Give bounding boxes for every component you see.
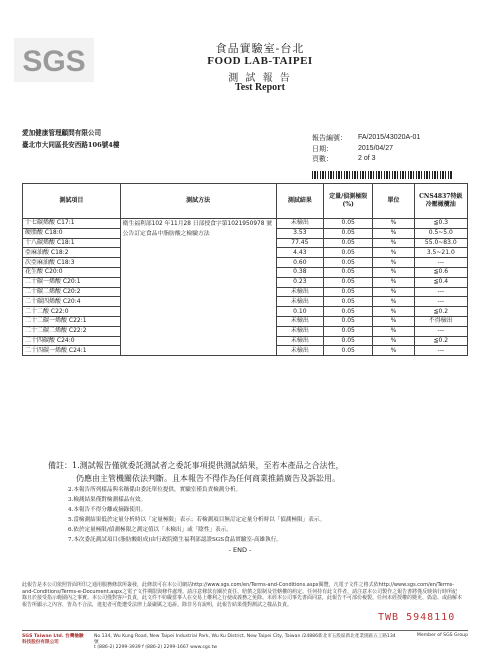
cell-unit: %: [373, 258, 414, 268]
header-result: 測試結果: [276, 184, 323, 219]
cell-result: 未檢出: [276, 346, 323, 356]
cell-test-item: 二十碳四烯酸 C20:4: [23, 297, 121, 307]
cell-result: 3.53: [276, 228, 323, 238]
cell-unit: %: [373, 228, 414, 238]
cell-limit: 0.05: [324, 267, 373, 277]
cell-unit: %: [373, 346, 414, 356]
note-item: 3.檢測結果僅對檢測樣品有效。: [68, 497, 147, 503]
cell-unit: %: [373, 326, 414, 336]
header-unit: 單位: [373, 184, 414, 219]
cell-limit: 0.05: [324, 336, 373, 346]
cell-spec: 0.5~5.0: [414, 228, 467, 238]
header-test-item: 測試項目: [23, 184, 121, 219]
cell-unit: %: [373, 287, 414, 297]
cell-spec: 3.5~21.0: [414, 248, 467, 258]
cell-spec: 不得檢出: [414, 316, 467, 326]
client-address: 臺北市大同區長安西路106號4樓: [22, 141, 120, 149]
meta-label: 日期：: [312, 144, 333, 153]
cell-unit: %: [373, 307, 414, 317]
cell-test-item: 十七碳烯酸 C17:1: [23, 219, 121, 229]
cell-limit: 0.05: [324, 326, 373, 336]
meta-pages: [312, 154, 420, 165]
meta-date: [312, 144, 420, 155]
cell-limit: 0.05: [324, 258, 373, 268]
cell-result: 未檢出: [276, 287, 323, 297]
cell-limit: 0.05: [324, 287, 373, 297]
cell-spec: ≦0.6: [414, 267, 467, 277]
cell-spec: ---: [414, 258, 467, 268]
cell-result: 0.23: [276, 277, 323, 287]
cell-result: 0.38: [276, 267, 323, 277]
lab-title-zh: 食品實驗室-台北: [215, 42, 305, 55]
cell-unit: %: [373, 267, 414, 277]
cell-limit: 0.05: [324, 346, 373, 356]
note-main-2: 仍應由主管機關依法判斷。且本報告不得作為任何商業推銷廣告及訴訟用。: [76, 474, 340, 483]
footer-member: Member of SGS Group: [416, 633, 468, 638]
cell-result: 4.43: [276, 248, 323, 258]
meta-value: FA/2015/43020A-01: [358, 134, 421, 141]
svg-text:SGS: SGS: [22, 45, 86, 78]
footer-phone: t (886-2) 2299-3939 f (886-2) 2299-1667 www.sgs.tw: [94, 645, 218, 650]
cell-test-item: 亞麻油酸 C18:2: [23, 248, 121, 258]
meta-label: 頁數：: [312, 155, 333, 163]
footer-address: No.134, Wu Kung Road, New Taipei Industrial Park, Wu Ku District, New Taipei City, Taiwan /24886新北市五股區新北產業園區五工路134號: [94, 634, 396, 645]
note-item: 2.本報告所列樣品與名稱係由委託單位提供，實驗室僅負責檢測分析。: [68, 487, 242, 493]
meta-label: 報告編號：: [312, 134, 347, 142]
cell-spec: ---: [414, 297, 467, 307]
cell-limit: 0.05: [324, 248, 373, 258]
cell-limit: 0.05: [324, 316, 373, 326]
cell-test-item: 二十碳二烯酸 C20:2: [23, 287, 121, 297]
header-test-method: 測試方法: [120, 184, 276, 219]
end-marker: - END -: [228, 546, 252, 554]
meta-value: 2 of 3: [358, 155, 376, 162]
cell-unit: %: [373, 277, 414, 287]
header-limit: 定量/偵測極限(%): [324, 184, 373, 219]
cell-result: 未檢出: [276, 219, 323, 229]
notes: [48, 459, 468, 545]
cell-limit: 0.05: [324, 277, 373, 287]
cell-test-item: 硬脂酸 C18:0: [23, 228, 121, 238]
barcode: [312, 171, 452, 179]
cell-spec: ≦0.2: [414, 336, 467, 346]
footer-company: SGS Taiwan Ltd. 台灣檢驗科技股份有限公司: [22, 634, 84, 645]
cell-test-item: 十八碳烯酸 C18:1: [23, 238, 121, 248]
cell-test-item: 二十碳一烯酸 C20:1: [23, 277, 121, 287]
cell-unit: %: [373, 297, 414, 307]
cell-result: 未檢出: [276, 336, 323, 346]
cell-spec: ≦0.4: [414, 277, 467, 287]
meta-report-no: [312, 133, 420, 144]
note-item: 5.當檢測結果低於定量分析時以「定量極限」表示；若檢測項目無訂定定量分析時以「偵測極限」表示。: [68, 517, 326, 523]
cell-unit: %: [373, 336, 414, 346]
cell-method: 衛生福利部102 年11月28 日部授食字第1021950978 號公告訂定食品中脂肪酸之檢驗方法: [120, 219, 276, 356]
cell-limit: 0.05: [324, 228, 373, 238]
cell-test-item: 二十四碳一烯酸 C24:1: [23, 346, 121, 356]
cell-unit: %: [373, 238, 414, 248]
note-item: 4.本報告不得分離或摘錄使用。: [68, 507, 147, 513]
cell-spec: ---: [414, 326, 467, 336]
cell-unit: %: [373, 316, 414, 326]
cell-result: 0.10: [276, 307, 323, 317]
cell-result: 未檢出: [276, 326, 323, 336]
cell-unit: %: [373, 219, 414, 229]
report-title-zh: 測 試 報 告: [228, 73, 292, 84]
cell-spec: ---: [414, 287, 467, 297]
cell-result: 未檢出: [276, 316, 323, 326]
cell-spec: 55.0~83.0: [414, 238, 467, 248]
cell-test-item: 二十二碳二烯酸 C22:2: [23, 326, 121, 336]
cell-test-item: 二十四碳酸 C24:0: [23, 336, 121, 346]
footer-bar: [22, 630, 468, 650]
meta-value: 2015/04/27: [358, 144, 394, 152]
serial-number: TWB 5948110: [378, 612, 456, 623]
results-table: [22, 183, 468, 356]
report-meta: [312, 133, 420, 165]
note-main-1: 備註：1.測試報告僅就委託測試者之委託事項提供測試結果，至若本產品之合法性，: [48, 461, 344, 470]
lab-title-en: FOOD LAB-TAIPEI: [207, 55, 313, 67]
cell-unit: %: [373, 248, 414, 258]
client-name: 愛加健康管理顧問有限公司: [22, 129, 102, 137]
header-spec: CNS4837特級冷壓橄欖油: [414, 184, 467, 219]
cell-test-item: 次亞麻油酸 C18:3: [23, 258, 121, 268]
note-item: 6.依於定量極限/偵測極限之測定值以「未檢出」或「陰性」表示。: [68, 527, 232, 533]
cell-result: 未檢出: [276, 297, 323, 307]
cell-result: 0.60: [276, 258, 323, 268]
cell-limit: 0.05: [324, 307, 373, 317]
cell-test-item: 花生酸 C20:0: [23, 267, 121, 277]
cell-limit: 0.05: [324, 297, 373, 307]
cell-test-item: 二十二酸 C22:0: [23, 307, 121, 317]
cell-limit: 0.05: [324, 219, 373, 229]
cell-spec: ≦0.3: [414, 219, 467, 229]
cell-result: 77.45: [276, 238, 323, 248]
table-row: [23, 219, 468, 229]
note-item: 7.本次委託測試項目(脂肪酸組成)由行政院衛生福利部認證SGS食品實驗室-高雄執行。: [68, 537, 282, 543]
cell-test-item: 二十二碳一烯酸 C22:1: [23, 316, 121, 326]
sgs-logo: [14, 38, 94, 82]
cell-spec: ---: [414, 346, 467, 356]
client-block: [22, 127, 119, 151]
cell-spec: ≦0.2: [414, 307, 467, 317]
report-title-en: Test Report: [235, 82, 285, 93]
footer-disclaimer: 此報告是本公司依照背面所印之通用服務條款所簽發，此條款可在本公司網站http://www.sgs.com/en/Terms-and-Conditions.aspx閱覽，凡電子文件之格式依http://www.sgs.com/en/Terms-and-Conditions/Terms-e-Document.aspx之電子文件期限與條件處理。請注意條款有關於責任、賠償之限制及管轄權的約定。任何持有此文件者，請注意本公司製作之報告書將僅反映執行時所紀錄且於接受指示範圍內之事實。本公司僅對客戶負責，此文件不妨礙當事人在交易上權利之行使或義務之免除。未經本公司事先書面同意，此報告不可部份複製。任何未經授權的變更、偽造、或曲解本報告所顯示之內容，皆為不合法，違犯者可能遭受法律上最嚴厲之追訴。除非另有說明，此報告結果僅對測試之樣品負責。: [22, 582, 463, 608]
table-header-row: [23, 184, 468, 219]
cell-limit: 0.05: [324, 238, 373, 248]
